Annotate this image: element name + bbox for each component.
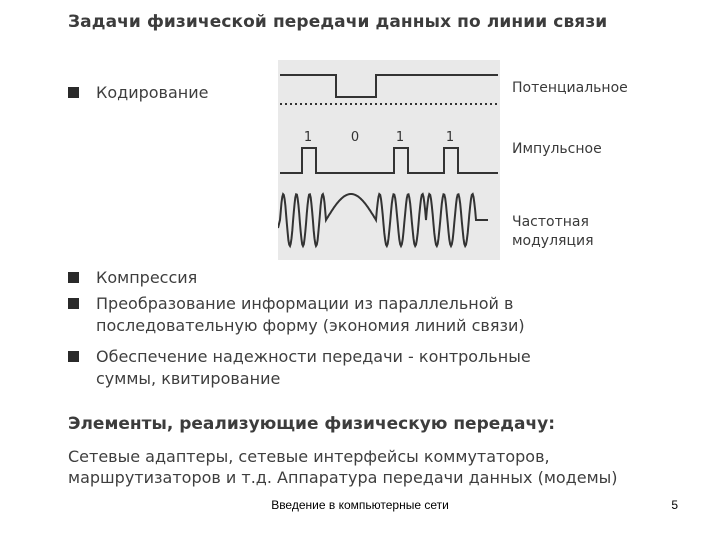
fm-waveform (278, 194, 488, 246)
bullet-compression (68, 267, 197, 289)
slide-title: Задачи физической передачи данных по линии связи (68, 12, 608, 32)
bullet-text: Преобразование информации из параллельной в последовательную форму (экономия линий связи) (96, 294, 525, 335)
potential-waveform (280, 75, 498, 97)
bit-label: 1 (445, 130, 455, 145)
bullet-square-icon (68, 298, 79, 309)
label-frequency-modulation: Частотная модуляция (512, 214, 594, 249)
bullet-square-icon (68, 272, 79, 283)
bit-label: 1 (395, 130, 405, 145)
bullet-text: Кодирование (96, 83, 209, 102)
bullet-square-icon (68, 87, 79, 98)
pulse-waveform (280, 148, 498, 173)
bullet-square-icon (68, 351, 79, 362)
bullet-encoding (68, 82, 209, 104)
label-potential: Потенциальное (512, 80, 628, 96)
bullet-reliability (68, 346, 531, 390)
bit-label: 1 (303, 130, 313, 145)
bullet-parallel-serial (68, 293, 525, 337)
bullet-text: Обеспечение надежности передачи - контрольные суммы, квитирование (96, 347, 531, 388)
bullet-text: Компрессия (96, 268, 198, 287)
label-pulse: Импульсное (512, 141, 602, 157)
encoding-waveforms (278, 60, 500, 260)
section-title: Элементы, реализующие физическую передачу: (68, 414, 556, 434)
bit-label: 0 (350, 130, 360, 145)
encoding-diagram (278, 60, 500, 260)
devices-text: Сетевые адаптеры, сетевые интерфейсы коммутаторов, маршрутизаторов и т.д. Аппаратура передачи данных (модемы) (68, 447, 618, 487)
page-number: 5 (671, 498, 678, 512)
footer-text: Введение в компьютерные сети (271, 498, 449, 512)
